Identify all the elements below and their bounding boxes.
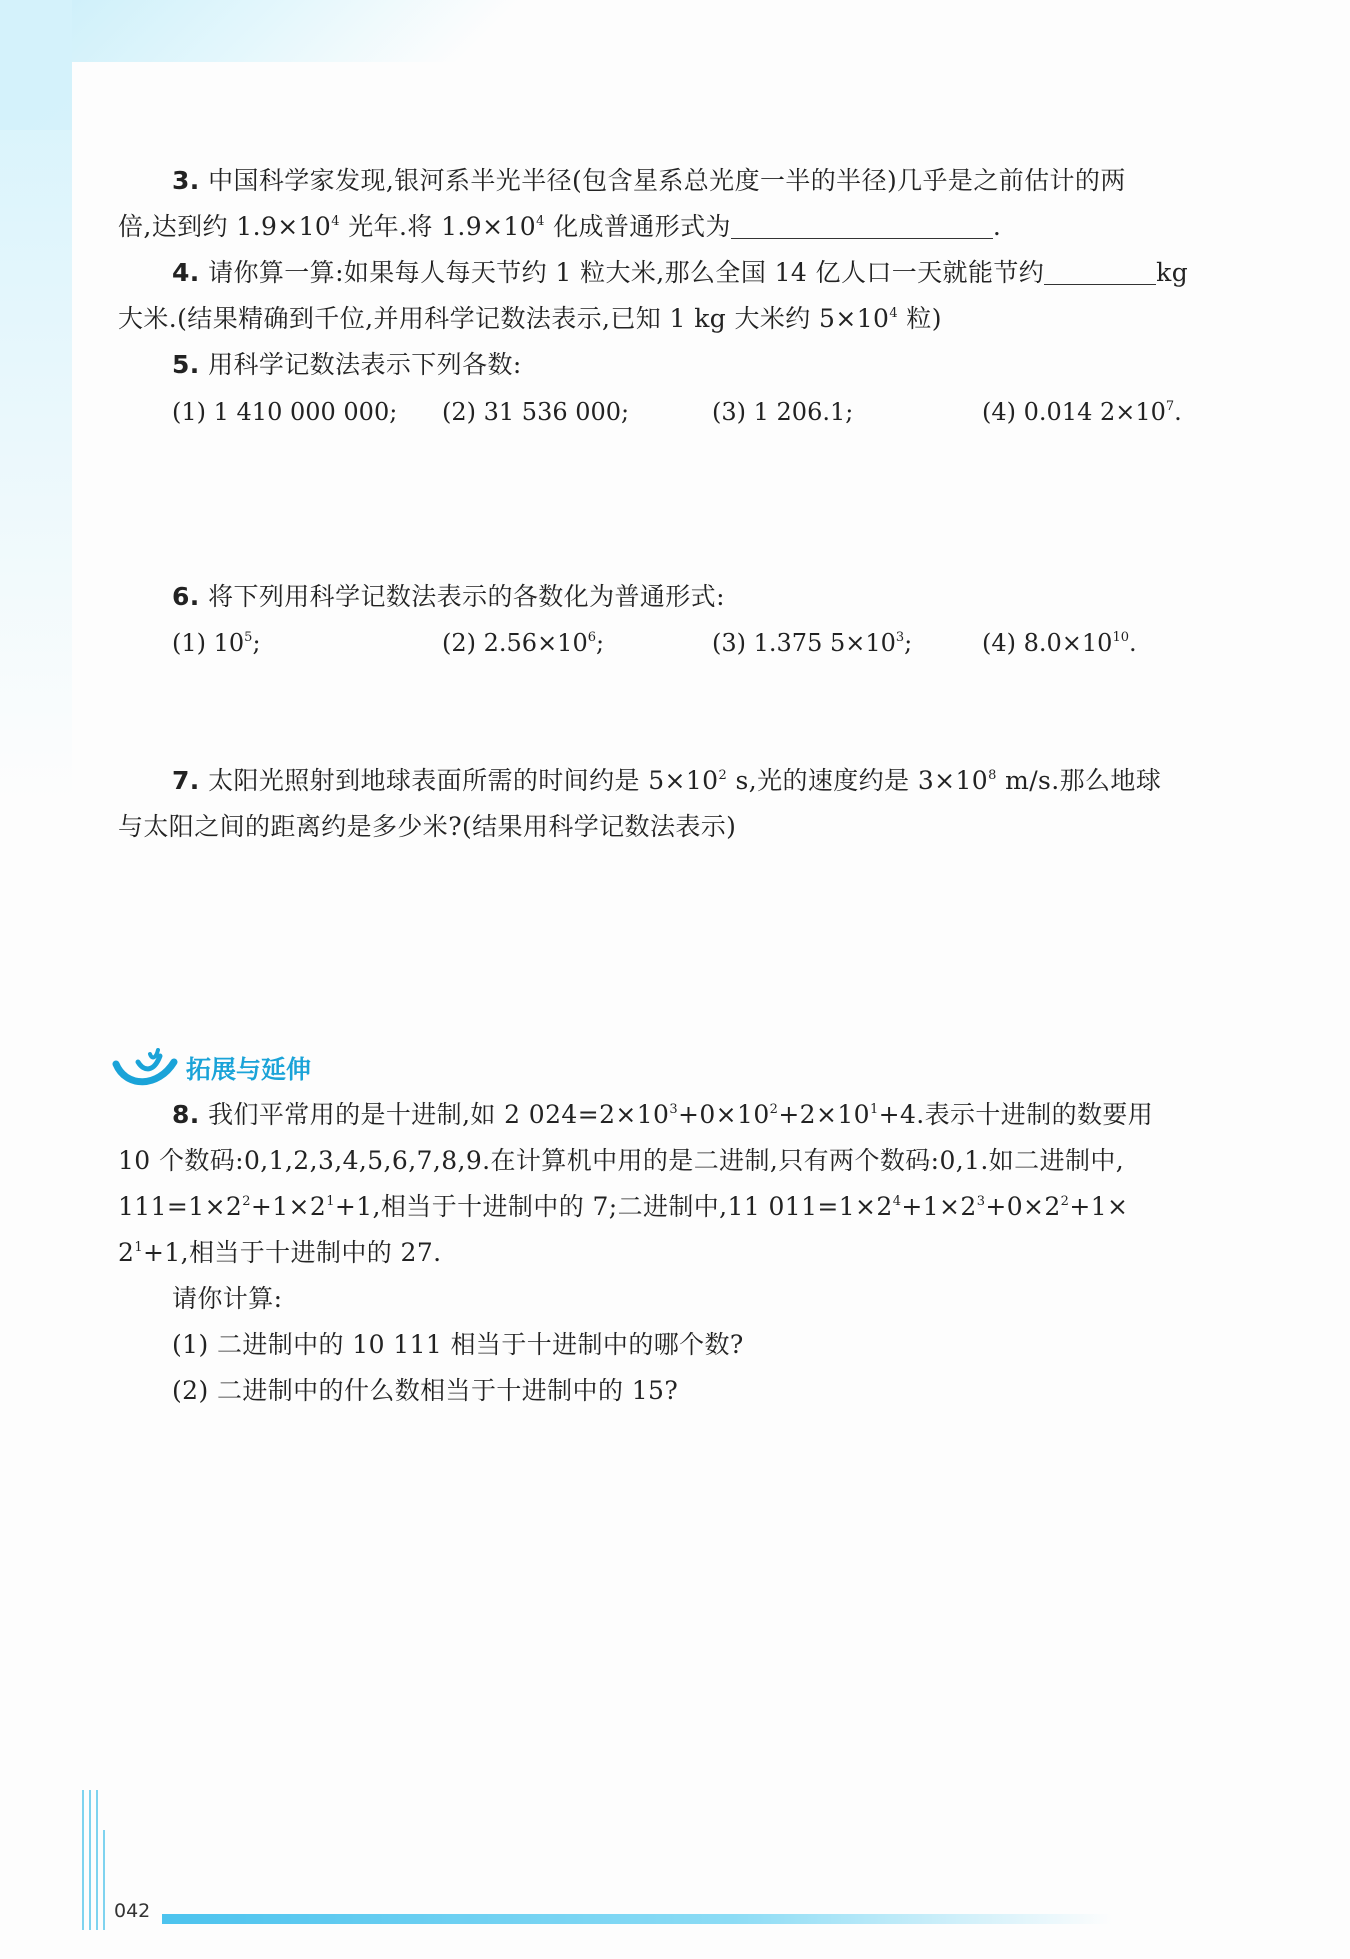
q8-line2: 10 个数码:0,1,2,3,4,5,6,7,8,9.在计算机中用的是二进制,只有两个数码:0,1.如二进制中, [118, 1146, 1125, 1175]
q5-item-3: (3) 1 206.1; [712, 398, 854, 426]
q8-prompt: 请你计算: [172, 1284, 283, 1313]
q6-item-1: (1) $10^5$; [172, 629, 261, 657]
q4-line1: 4. 请你算一算:如果每人每天节约 1 粒大米,那么全国 14 亿人口一天就能节约 kg [172, 258, 1189, 287]
q4-number: 4. [172, 258, 200, 287]
q7-line2: 与太阳之间的距离约是多少米?(结果用科学记数法表示) [118, 812, 737, 841]
q5-line1: 5. 用科学记数法表示下列各数: [172, 350, 522, 379]
q5-item-4: (4) 0.014 $2\times 10^7$. [982, 398, 1182, 426]
q6-number: 6. [172, 582, 200, 611]
q6-item-2: (2) $2.56\times 10^6$; [442, 629, 605, 657]
q8-line4: $2^1+1$,相当于十进制中的 27. [118, 1238, 442, 1267]
q5-number: 5. [172, 350, 200, 379]
section-title: 拓展与延伸 [186, 1055, 312, 1084]
q5-item-2: (2) 31 536 000; [442, 398, 630, 426]
q4-answer-blank[interactable] [1044, 258, 1156, 285]
q8-number: 8. [172, 1100, 200, 1129]
page-paper [72, 62, 1342, 1952]
q3-line1 [172, 164, 1312, 198]
q6-item-3: (3) 1.375 $5\times 10^3$; [712, 629, 913, 657]
q4-line2: 大米.(结果精确到千位,并用科学记数法表示,已知 1 kg 大米约 $5\times 10^4$ 粒) [118, 304, 942, 333]
q3-number: 3. [172, 166, 200, 195]
wave-icon [112, 1044, 182, 1094]
q3-answer-blank[interactable] [731, 212, 993, 239]
footer-bars-decoration [82, 1790, 112, 1930]
q7-line1: 7. 太阳光照射到地球表面所需的时间约是 $5\times 10^2$ s,光的速度约是 $3\times 10^8$ m/s.那么地球 [172, 766, 1162, 795]
section-header [112, 1044, 352, 1094]
q8-sub1: (1) 二进制中的 10 111 相当于十进制中的哪个数? [172, 1330, 744, 1359]
q3-line2: 倍,达到约 $1.9\times 10^4$ 光年.将 $1.9\times 10^4$ 化成普通形式为 . [118, 212, 1002, 241]
q6-line1: 6. 将下列用科学记数法表示的各数化为普通形式: [172, 582, 725, 611]
q5-item-1: (1) 1 410 000 000; [172, 398, 398, 426]
q7-number: 7. [172, 766, 200, 795]
side-decoration [0, 0, 72, 800]
q6-item-4: (4) $8.0\times 10^{10}$. [982, 629, 1137, 657]
footer-stripe [162, 1914, 1112, 1924]
page-number: 042 [114, 1900, 151, 1922]
q3-text: 中国科学家发现,银河系半光半径(包含星系总光度一半的半径)几乎是之前估计的两 [208, 166, 1126, 195]
q8-line1: 8. 我们平常用的是十进制,如 2 $024=2\times 10^3+0\times 10^2+2\times 10^1+4$.表示十进制的数要用 [172, 1100, 1154, 1129]
q8-line3: $111=1\times 2^2+1\times 2^1+1$,相当于十进制中的 7;二进制中,11 $011=1\times 2^4+1\times 2^3+0\times 2^2+1\times$ [118, 1192, 1129, 1221]
q8-sub2: (2) 二进制中的什么数相当于十进制中的 15? [172, 1376, 679, 1405]
